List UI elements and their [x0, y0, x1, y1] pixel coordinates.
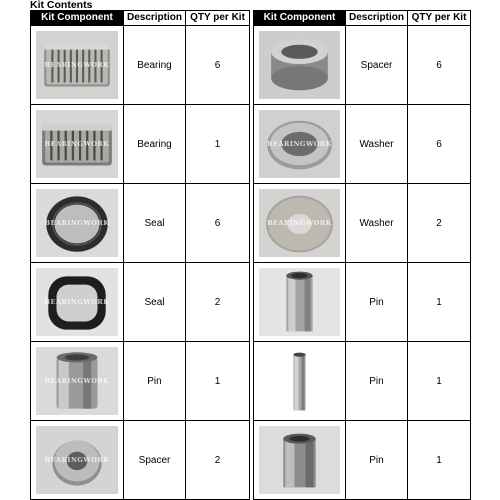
component-photo	[254, 263, 346, 342]
table-row	[31, 263, 250, 342]
table-row	[254, 26, 471, 105]
description-cell: Pin	[346, 342, 408, 421]
header-description: Description	[124, 11, 186, 26]
component-photo	[254, 421, 346, 500]
description-cell: Pin	[346, 421, 408, 500]
watermark: BEARINGWORK	[44, 219, 110, 227]
description-cell: Washer	[346, 105, 408, 184]
watermark: BEARINGWORK	[44, 298, 110, 306]
component-photo	[31, 342, 124, 421]
watermark: BEARINGWORK	[44, 377, 110, 385]
description-cell: Pin	[346, 263, 408, 342]
description-cell: Seal	[124, 184, 186, 263]
watermark: BEARINGWORK	[267, 140, 332, 148]
qty-cell: 6	[186, 26, 250, 105]
component-photo	[31, 421, 124, 500]
description-cell: Spacer	[346, 26, 408, 105]
qty-cell: 1	[186, 105, 250, 184]
qty-cell: 2	[408, 184, 471, 263]
header-qty: QTY per Kit	[408, 11, 471, 26]
qty-cell: 1	[186, 342, 250, 421]
qty-cell: 2	[186, 421, 250, 500]
watermark: BEARINGWORK	[267, 219, 332, 227]
table-row	[254, 342, 471, 421]
spacer-ring-icon	[259, 31, 340, 99]
description-cell: Seal	[124, 263, 186, 342]
page-title: Kit Contents	[30, 0, 93, 11]
table-row	[31, 184, 250, 263]
qty-cell: 6	[408, 26, 471, 105]
component-photo	[254, 184, 346, 263]
table-row	[31, 342, 250, 421]
pin-tube-icon	[259, 347, 340, 415]
description-cell: Bearing	[124, 105, 186, 184]
kit-table-left	[30, 10, 250, 500]
table-row	[31, 105, 250, 184]
component-photo	[31, 105, 124, 184]
header-description: Description	[346, 11, 408, 26]
header-qty: QTY per Kit	[186, 11, 250, 26]
qty-cell: 6	[408, 105, 471, 184]
component-photo	[31, 26, 124, 105]
description-cell: Pin	[124, 342, 186, 421]
component-photo	[31, 184, 124, 263]
watermark: BEARINGWORK	[44, 140, 110, 148]
header-kit-component: Kit Component	[254, 11, 346, 26]
description-cell: Washer	[346, 184, 408, 263]
pin-tube-icon	[259, 268, 340, 336]
table-row	[254, 421, 471, 500]
table-row	[254, 184, 471, 263]
description-cell: Spacer	[124, 421, 186, 500]
component-photo	[254, 342, 346, 421]
pin-tube-icon	[259, 426, 340, 494]
component-photo	[254, 26, 346, 105]
table-row	[31, 26, 250, 105]
component-photo	[31, 263, 124, 342]
table-row	[254, 105, 471, 184]
qty-cell: 1	[408, 342, 471, 421]
watermark: BEARINGWORK	[44, 456, 110, 464]
table-row	[254, 263, 471, 342]
watermark: BEARINGWORK	[44, 61, 110, 69]
table-row	[31, 421, 250, 500]
kit-table-right	[253, 10, 471, 500]
qty-cell: 1	[408, 421, 471, 500]
header-kit-component: Kit Component	[31, 11, 124, 26]
description-cell: Bearing	[124, 26, 186, 105]
qty-cell: 2	[186, 263, 250, 342]
component-photo	[254, 105, 346, 184]
qty-cell: 6	[186, 184, 250, 263]
table-header-row	[254, 11, 471, 26]
table-header-row	[31, 11, 250, 26]
qty-cell: 1	[408, 263, 471, 342]
